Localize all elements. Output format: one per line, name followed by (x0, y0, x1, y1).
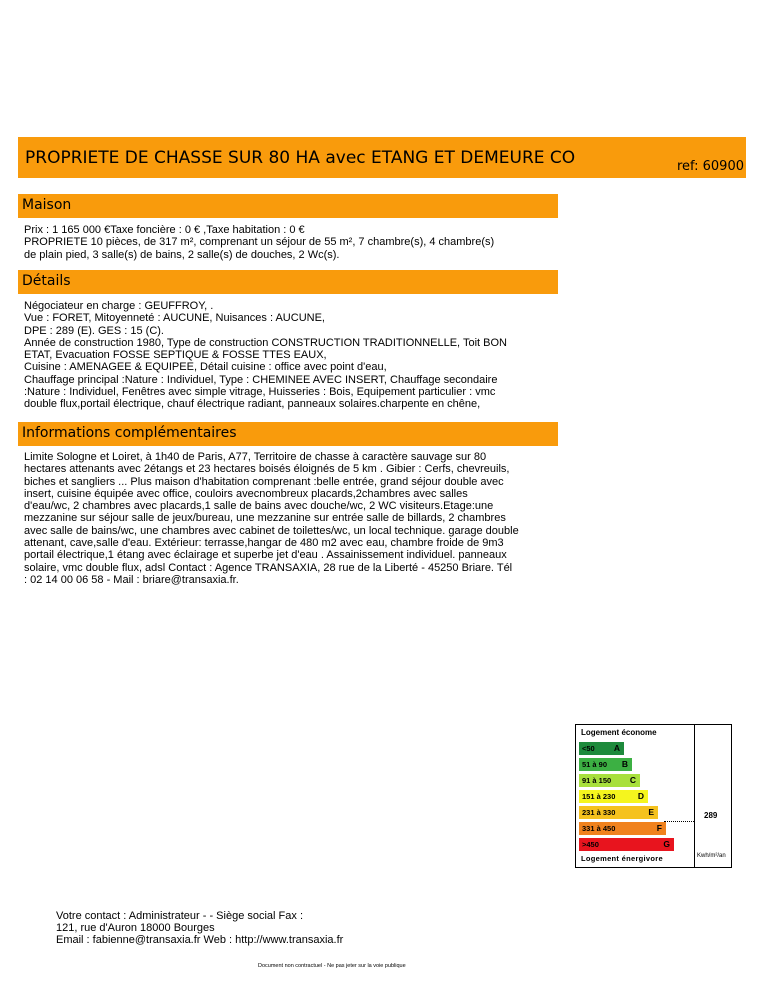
infos-text (24, 451, 554, 586)
band-range: 51 à 90 (582, 760, 608, 769)
energy-efficient-label: Logement économe (581, 728, 657, 737)
footer-disclaimer: Document non contractuel - Ne pas jeter sur la voie publique (258, 963, 406, 969)
text-line: insert, cuisine équipée avec office, couloirs avecnombreux placards,2chambres avec salles (24, 487, 468, 500)
text-line: Chauffage principal :Nature : Individuel, Type : CHEMINEE AVEC INSERT, Chauffage secondaire (24, 373, 498, 386)
section-header-details (18, 270, 558, 294)
text-line: ETAT, Evacuation FOSSE SEPTIQUE & FOSSE TTES EAUX, (24, 349, 327, 362)
text-line: avec salle de bains/wc, une chambres avec cabinet de toilettes/wc, un local technique. garage double (24, 524, 519, 537)
contact-block (56, 910, 343, 946)
energy-band-a (579, 742, 624, 755)
reference-number: ref: 60900 (676, 159, 744, 174)
text-line: Année de construction 1980, Type de construction CONSTRUCTION TRADITIONNELLE, Toit BON (24, 336, 507, 349)
value-pointer-line (664, 821, 694, 822)
text-line: : 02 14 00 06 58 - Mail : briare@transaxia.fr. (24, 573, 239, 586)
page-title: PROPRIETE DE CHASSE SUR 80 HA avec ETANG ET DEMEURE CO (25, 148, 576, 168)
band-letter: C (629, 775, 636, 785)
text-line: Négociateur en charge : GEUFFROY, . (24, 300, 214, 312)
text-line: Prix : 1 165 000 €Taxe foncière : 0 € ,Taxe habitation : 0 € (24, 224, 305, 236)
energy-band-g (579, 838, 674, 851)
band-letter: A (613, 743, 620, 753)
text-line: biches et sangliers ... Plus maison d'habitation comprenant :belle entrée, grand séjour double avec (24, 475, 504, 488)
contact-line: 121, rue d'Auron 18000 Bourges (56, 922, 215, 934)
band-range: 151 à 230 (582, 792, 616, 801)
energy-band-d (579, 790, 648, 803)
text-line: d'eau/wc, 2 chambres avec placards,1 salle de bains avec douche/wc, 2 WC visiteurs.Etage:une (24, 500, 494, 513)
energy-band-f (579, 822, 666, 835)
band-range: 91 à 150 (582, 776, 612, 785)
title-bar (18, 137, 746, 178)
band-letter: E (648, 807, 654, 817)
text-line: mezzanine sur séjour salle de jeux/bureau, une mezzanine sur entrée salle de billards, 2 chambres (24, 512, 506, 525)
text-line: Limite Sologne et Loiret, à 1h40 de Paris, A77, Territoire de chasse à caractère sauvage sur 80 (24, 451, 487, 463)
details-text (24, 300, 554, 411)
band-letter: G (663, 839, 670, 849)
text-line: PROPRIETE 10 pièces, de 317 m², comprenant un séjour de 55 m², 7 chambre(s), 4 chambre(s) (24, 236, 495, 249)
energy-value: 289 (704, 811, 718, 820)
text-line: double flux,portail électrique, chauf électrique radiant, panneaux solaires.charpente en chêne, (24, 398, 481, 411)
energy-band-e (579, 806, 658, 819)
section-header-infos (18, 422, 558, 446)
text-line: solaire, vmc double flux, adsl Contact : Agence TRANSAXIA, 28 rue de la Liberté - 45250 Briare. Tél (24, 561, 513, 574)
energy-band-c (579, 774, 640, 787)
text-line: de plain pied, 3 salle(s) de bains, 2 salle(s) de douches, 2 Wc(s). (24, 248, 340, 261)
section-title: Informations complémentaires (22, 425, 237, 441)
text-line: Vue : FORET, Mitoyenneté : AUCUNE, Nuisances : AUCUNE, (24, 312, 325, 325)
band-letter: F (656, 823, 662, 833)
text-line: hectares attenants avec 2étangs et 23 hectares boisés éloignés de 5 km . Gibier : Cerfs, chevreuils, (24, 463, 510, 476)
band-letter: D (637, 791, 644, 801)
contact-line: Votre contact : Administrateur - - Siège social Fax : (56, 910, 303, 922)
maison-text (24, 224, 554, 261)
band-range: 231 à 330 (582, 808, 616, 817)
band-range: 331 à 450 (582, 824, 616, 833)
energy-unit: Kwh/m²/an (697, 853, 726, 859)
band-range: <50 (582, 744, 595, 753)
section-title: Maison (22, 197, 72, 213)
energy-band-b (579, 758, 632, 771)
text-line: portail électrique,1 étang avec éclairage et superbe jet d'eau . Assainissement individuel. panneaux (24, 549, 507, 562)
section-header-maison (18, 194, 558, 218)
text-line: attenant, cave,salle d'eau. Extérieur: terrasse,hangar de 480 m2 avec eau, chambre froide de 9m3 (24, 537, 504, 550)
contact-line: Email : fabienne@transaxia.fr Web : http://www.transaxia.fr (56, 934, 344, 946)
energy-intensive-label: Logement énergivore (581, 854, 663, 863)
band-range: >450 (582, 840, 599, 849)
band-letter: B (621, 759, 628, 769)
energy-rating-chart (575, 724, 732, 868)
text-line: Cuisine : AMENAGEE & EQUIPEE, Détail cuisine : office avec point d'eau, (24, 361, 387, 374)
text-line: DPE : 289 (E). GES : 15 (C). (24, 324, 164, 337)
chart-divider (694, 725, 695, 867)
text-line: :Nature : Individuel, Fenêtres avec simple vitrage, Huisseries : Bois, Equipement particulier : vmc (24, 386, 496, 399)
section-title: Détails (22, 273, 71, 289)
